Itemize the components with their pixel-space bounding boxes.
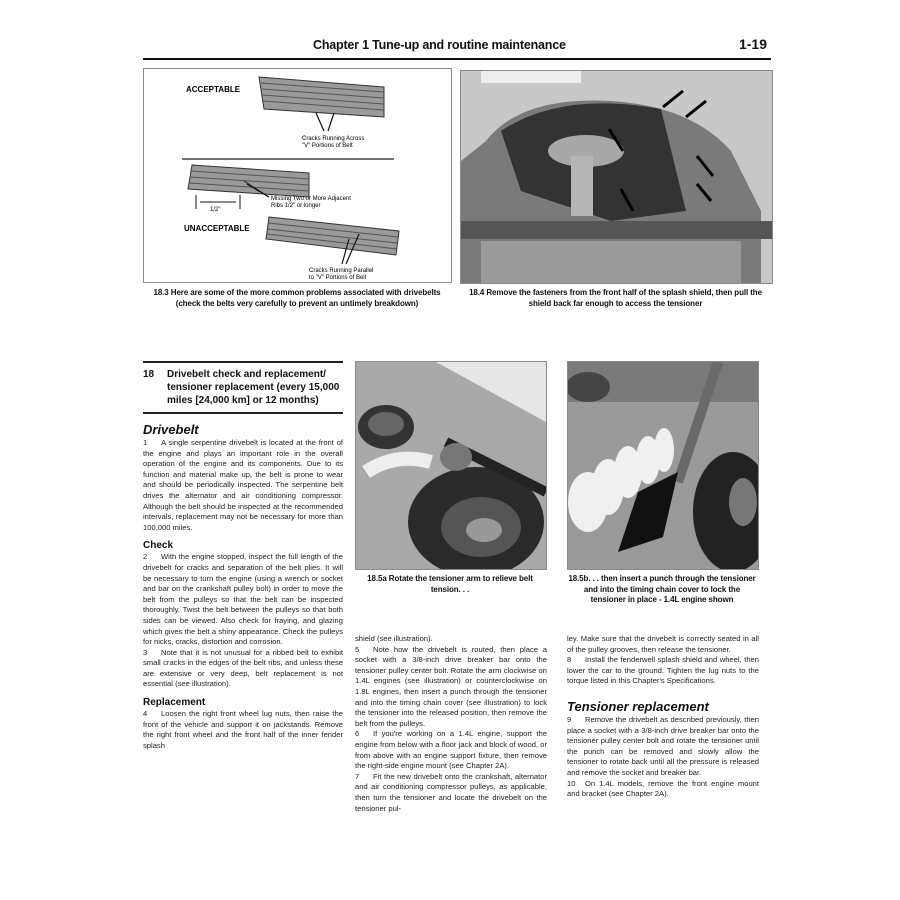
svg-text:to "V" Portions of Belt: to "V" Portions of Belt xyxy=(309,275,367,281)
caption-18-3: 18.3 Here are some of the more common problems associated with drivebelts (check the belts very carefully to prevent an untimely breakdown) xyxy=(153,288,441,308)
paragraph-6: 6 If you're working on a 1.4L engine, support the engine from below with a floor jack and block of wood, or from above with an engine support fixture, then remove the right-side engine mount (see Chapter 2A). xyxy=(355,729,547,771)
caption-18-4: 18.4 Remove the fasteners from the front half of the splash shield, then pull the shield back far enough to access the tensioner xyxy=(469,288,762,308)
section-heading xyxy=(143,363,343,412)
paragraph-4-continued: shield (see illustration). xyxy=(355,634,433,643)
header-rule xyxy=(143,58,771,60)
paragraph-9: 9 Remove the drivebelt as described previously, then place a socket with a 3/8-inch drive breaker bar onto the tensioner pulley center bolt and rotate the tensioner until the punch can be removed and slowly allow the tensioner to rotate back until all the pressure is released and remove the socket and breaker bar. xyxy=(567,714,759,777)
paragraph-4: 4 Loosen the right front wheel lug nuts, then raise the front of the vehicle and support it on jackstands. Remove the right front wheel and the front half of the inner fender splash xyxy=(143,709,343,750)
svg-text:Cracks Running Across: Cracks Running Across xyxy=(302,136,365,142)
svg-text:Missing Two or More Adjacent: Missing Two or More Adjacent xyxy=(271,196,351,202)
right-column xyxy=(567,634,759,800)
paragraph-5: 5 Note how the drivebelt is routed, then place a socket with a 3/8-inch drive breaker bar onto the tensioner pulley center bolt. Rotate the arm clockwise on 1.4L engines (see illustration) or counterclockwise on 1.8L engines, then insert a punch through the tensioner and into the timing chain cover (see illustration) to lock the tensioner into the released position, then remove the belt from the pulleys. xyxy=(355,644,547,728)
svg-text:ACCEPTABLE: ACCEPTABLE xyxy=(186,85,241,94)
middle-column xyxy=(355,634,547,814)
acceptable-belt xyxy=(259,77,384,131)
heading-check: Check xyxy=(143,540,174,552)
paragraph-1: 1 A single serpentine drivebelt is located at the front of the engine and plays an important role in the overall operation of the engine and its components. Due to its function and material make up, the belt is prone to wear and should be periodically inspected. The serpentine belt drives the alternator and air conditioning compressor. Although the belt should be inspected at the recommended intervals, replacement may not be necessary for more than 100,000 miles. xyxy=(143,438,343,532)
heading-tensioner-replacement: Tensioner replacement xyxy=(567,698,709,714)
figure-18-3-belt-diagram xyxy=(143,68,452,283)
caption-18-5b: 18.5b. . . then insert a punch through the tensioner and into the timing chain cover to lock the tensioner in place - 1.4L engine shown xyxy=(568,574,756,604)
chapter-title: Chapter 1 Tune-up and routine maintenance xyxy=(313,38,566,52)
running-head xyxy=(143,36,771,56)
caption-18-5a: 18.5a Rotate the tensioner arm to relieve belt tension. . . xyxy=(367,574,533,594)
paragraph-7: 7 Fit the new drivebelt onto the crankshaft, alternator and air conditioning compressor pulleys, as applicable, then turn the tensioner and locate the drivebelt on the tensioner pul- xyxy=(355,771,547,813)
svg-text:Cracks Running Parallel: Cracks Running Parallel xyxy=(309,268,374,274)
paragraph-2: 2 With the engine stopped, inspect the full length of the drivebelt for cracks and separation of the belt plies. It will be necessary to turn the engine (using a wrench or socket and bar on the crankshaft pulley bolt) in order to move the belt from the pulleys so that the belt can be inspected thoroughly. Twist the belt between the pulleys so that both sides can be viewed. Also check for fraying, and glazing which gives the belt a shiny appearance. Check the pulleys for nicks, cracks, distortion and corrosion. xyxy=(143,552,343,647)
figure-18-4-splash-shield-photo xyxy=(460,70,773,284)
svg-text:Ribs 1/2" or longer: Ribs 1/2" or longer xyxy=(271,203,321,209)
paragraph-7-continued: ley. Make sure that the drivebelt is correctly seated in all of the pulley grooves, then release the tensioner. xyxy=(567,634,759,654)
heading-drivebelt: Drivebelt xyxy=(143,422,199,437)
section-title: Drivebelt check and replacement/ tensioner replacement (every 15,000 miles [24,000 km] or 12 months) xyxy=(167,369,340,406)
paragraph-3: 3 Note that it is not unusual for a ribbed belt to exhibit small cracks in the edges of the belt ribs, and unless these are extensive or very deep, belt replacement is not essential (see illustration). xyxy=(143,647,343,689)
section-rule-bottom xyxy=(143,412,343,414)
heading-replacement: Replacement xyxy=(143,697,206,709)
svg-text:"V" Portions of Belt: "V" Portions of Belt xyxy=(302,143,353,149)
svg-text:UNACCEPTABLE: UNACCEPTABLE xyxy=(184,224,250,233)
figure-18-5a-tensioner-photo xyxy=(355,361,547,570)
section-number: 18 xyxy=(143,369,155,380)
page-number: 1-19 xyxy=(738,36,767,52)
paragraph-8: 8 Install the fenderwell splash shield and wheel, then lower the car to the ground. Tighten the lug nuts to the torque listed in this Chapter's Specifications. xyxy=(567,655,759,686)
figure-18-5b-punch-photo xyxy=(567,361,759,570)
paragraph-10: 10 On 1.4L models, remove the front engine mount and bracket (see Chapter 2A). xyxy=(567,778,759,799)
cracked-belt xyxy=(266,217,399,264)
svg-text:1/2": 1/2" xyxy=(210,207,221,213)
belt-illustration xyxy=(144,69,451,282)
section-18 xyxy=(143,361,343,751)
